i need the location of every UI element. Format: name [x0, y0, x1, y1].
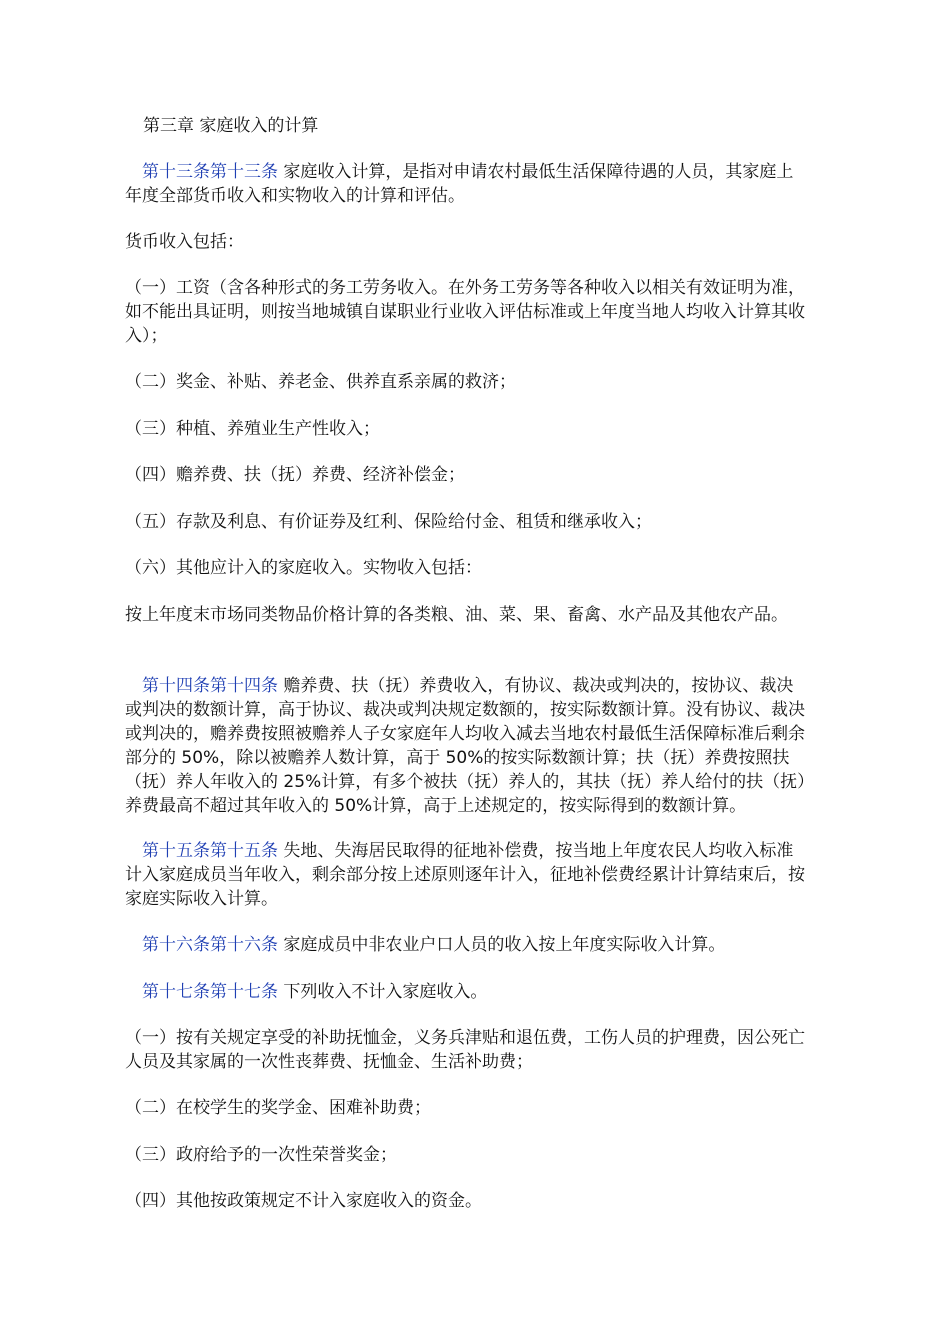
article-15-label: 第十五条第十五条 [142, 841, 278, 861]
article-13-text-1: 家庭收入计算，是指对申请农村最低生活保障待遇的人员，其家庭上 [278, 162, 794, 182]
exclusion-item-4: （四）其他按政策规定不计入家庭收入的资金。 [125, 1191, 482, 1211]
article-17-text: 下列收入不计入家庭收入。 [278, 982, 488, 1002]
article-16 [125, 934, 835, 957]
article-14-text-1: 赡养费、扶（抚）养费收入，有协议、裁决或判决的，按协议、裁决 [278, 676, 794, 696]
article-14-line-5: （抚）养人年收入的 25%计算，有多个被扶（抚）养人的，其扶（抚）养人给付的扶（抚） [125, 772, 815, 792]
income-item-1-line-2: 如不能出具证明，则按当地城镇自谋职业行业收入评估标准或上年度当地人均收入计算其收 [125, 302, 805, 322]
article-13-label: 第十三条第十三条 [142, 162, 278, 182]
article-14-line-2: 或判决的数额计算，高于协议、裁决或判决规定数额的，按实际数额计算。没有协议、裁决 [125, 700, 805, 720]
article-14-line-3: 或判决的，赡养费按照被赡养人子女家庭年人均收入减去当地农村最低生活保障标准后剩余 [125, 724, 805, 744]
article-15-line-1 [125, 840, 835, 863]
income-item-1-line-1: （一）工资（含各种形式的务工劳务收入。在外务工劳务等各种收入以相关有效证明为准， [125, 278, 805, 298]
article-15-line-3: 家庭实际收入计算。 [125, 889, 278, 909]
article-16-text: 家庭成员中非农业户口人员的收入按上年度实际收入计算。 [278, 935, 726, 955]
exclusion-item-2: （二）在校学生的奖学金、困难补助费； [125, 1098, 431, 1118]
article-14-label: 第十四条第十四条 [142, 676, 278, 696]
article-14-line-6: 养费最高不超过其年收入的 50%计算，高于上述规定的，按实际得到的数额计算。 [125, 796, 747, 816]
article-15-line-2: 计入家庭成员当年收入，剩余部分按上述原则逐年计入，征地补偿费经累计计算结束后，按 [125, 865, 805, 885]
article-13-line-2: 年度全部货币收入和实物收入的计算和评估。 [125, 186, 465, 206]
exclusion-item-1-line-1: （一）按有关规定享受的补助抚恤金，义务兵津贴和退伍费，工伤人员的护理费，因公死亡 [125, 1028, 805, 1048]
income-item-4: （四）赡养费、扶（抚）养费、经济补偿金； [125, 465, 465, 485]
income-item-6: （六）其他应计入的家庭收入。实物收入包括： [125, 558, 482, 578]
income-item-1-line-3: 入）； [125, 326, 168, 346]
currency-income-intro: 货币收入包括： [125, 232, 244, 252]
article-13-line-1 [125, 161, 835, 184]
exclusion-item-3: （三）政府给予的一次性荣誉奖金； [125, 1145, 397, 1165]
income-item-2: （二）奖金、补贴、养老金、供养直系亲属的救济； [125, 372, 516, 392]
income-item-3: （三）种植、养殖业生产性收入； [125, 419, 380, 439]
article-14-line-4: 部分的 50%，除以被赡养人数计算，高于 50%的按实际数额计算；扶（抚）养费按照扶 [125, 748, 790, 768]
article-16-label: 第十六条第十六条 [142, 935, 278, 955]
article-17 [125, 981, 835, 1004]
exclusion-item-1-line-2: 人员及其家属的一次性丧葬费、抚恤金、生活补助费； [125, 1052, 533, 1072]
chapter-heading: 第三章 家庭收入的计算 [143, 116, 319, 136]
in-kind-income: 按上年度末市场同类物品价格计算的各类粮、油、菜、果、畜禽、水产品及其他农产品。 [125, 605, 788, 625]
income-item-5: （五）存款及利息、有价证券及红利、保险给付金、租赁和继承收入； [125, 512, 652, 532]
article-17-label: 第十七条第十七条 [142, 982, 278, 1002]
article-14-line-1 [125, 675, 835, 698]
article-15-text-1: 失地、失海居民取得的征地补偿费，按当地上年度农民人均收入标准 [278, 841, 794, 861]
